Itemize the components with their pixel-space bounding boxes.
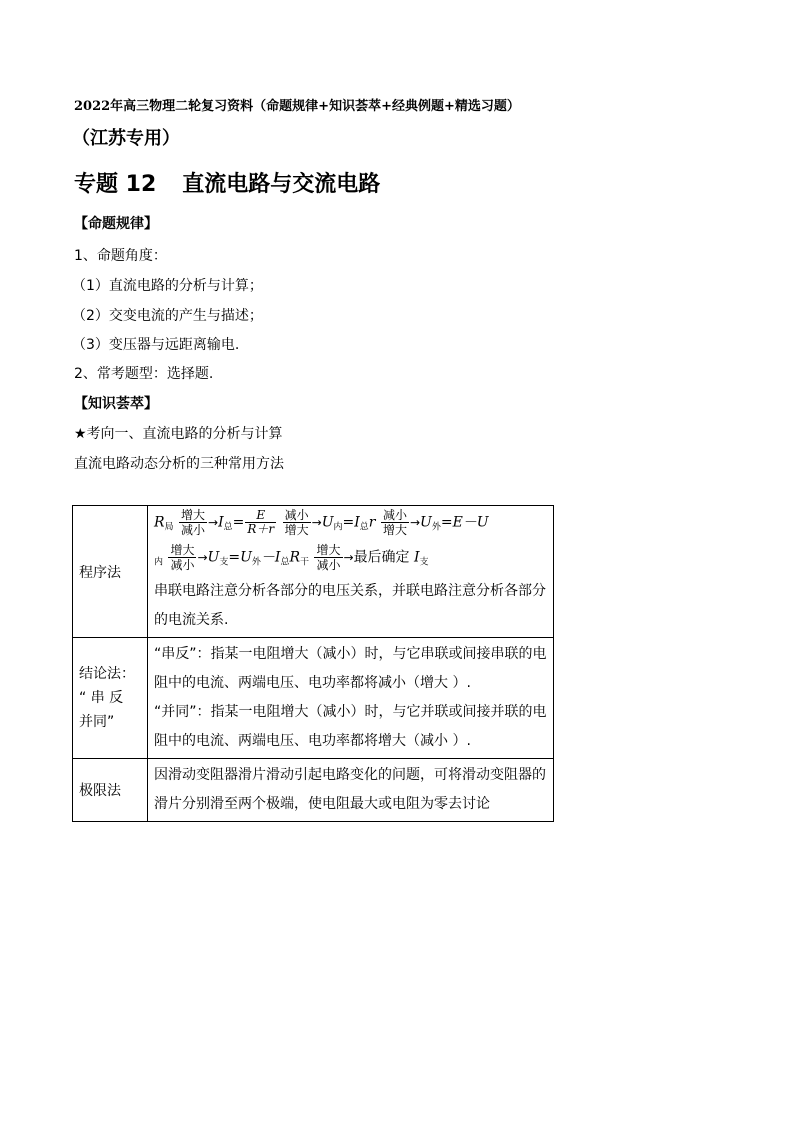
method-note: 串联电路注意分析各部分的电压关系，并联电路注意分析各部分的电流关系. xyxy=(154,583,546,628)
topic-title xyxy=(74,167,380,198)
arrow-label: 增大 减小 xyxy=(170,542,195,572)
arrow-icon: → xyxy=(311,515,322,530)
topic-name: 直流电路与交流电路 xyxy=(182,172,381,197)
conclusion-parallel: “并同”：指某一电阻增大（减小）时，与它并联或间接并联的电阻中的电流、两端电压、电功率都将增大（减小 ）. xyxy=(154,704,547,749)
knowledge-heading: 【知识荟萃】 xyxy=(74,396,158,412)
arrow-label: 减小 增大 xyxy=(382,508,407,537)
rules-heading: 【命题规律】 xyxy=(74,216,158,232)
angle-intro: 1、命题角度： xyxy=(74,248,167,264)
question-type: 2、常考题型：选择题. xyxy=(74,366,214,382)
topic-number: 专题 12 xyxy=(74,172,157,197)
table-row xyxy=(73,506,554,638)
table-row xyxy=(73,759,554,822)
angle-item: （2）交变电流的产生与描述； xyxy=(72,308,263,324)
arrow-label: 增大 减小 xyxy=(181,508,206,537)
method-content xyxy=(148,638,554,759)
document-title: 2022年高三物理二轮复习资料（命题规律+知识荟萃+经典例题+精选习题） xyxy=(74,99,520,114)
method-content: 因滑动变阻器滑片滑动引起电路变化的问题，可将滑动变阻器的滑片分别滑至两个极端，使电阻最大或电阻为零去讨论 xyxy=(148,759,554,822)
methods-table xyxy=(72,505,554,822)
arrow-label: 增大 减小 xyxy=(316,542,341,572)
document-subtitle: （江苏专用） xyxy=(72,128,180,149)
method-name: 程序法 xyxy=(73,506,148,638)
conclusion-series: “串反”：指某一电阻增大（减小）时，与它串联或间接串联的电阻中的电流、两端电压、电功率都将减小（增大 ）. xyxy=(154,646,547,691)
arrow-icon: → xyxy=(208,515,219,530)
fraction: $\frac{E}{R+r}$ xyxy=(247,508,275,536)
method-name: 结论法： “ 串 反 并同” xyxy=(73,638,148,759)
arrow-label: 减小 增大 xyxy=(284,508,309,537)
method-content xyxy=(148,506,554,638)
table-row xyxy=(73,638,554,759)
angle-item: （3）变压器与远距离输电. xyxy=(72,337,240,353)
knowledge-intro: 直流电路动态分析的三种常用方法 xyxy=(74,456,284,472)
angle-item: （1）直流电路的分析与计算； xyxy=(72,278,263,294)
formula-line-1: $R_局$ 增大 减小 $\to I_总=$ $\frac{E}{R+r}$ 减小 增大 $\to U_内=I_总r$ 减小 增大 $\to U_外=E-U$ xyxy=(154,508,489,537)
arrow-icon: → xyxy=(343,550,354,564)
arrow-icon: → xyxy=(197,550,208,564)
arrow-icon: → xyxy=(409,515,421,530)
method-name: 极限法 xyxy=(73,759,148,822)
knowledge-direction: ★考向一、直流电路的分析与计算 xyxy=(74,426,283,442)
formula-line-2: $_内$ 增大 减小 $\to U_支=U_外-I_总R_干$ 增大 减小 →最后确定 $I_支$ xyxy=(154,542,429,572)
